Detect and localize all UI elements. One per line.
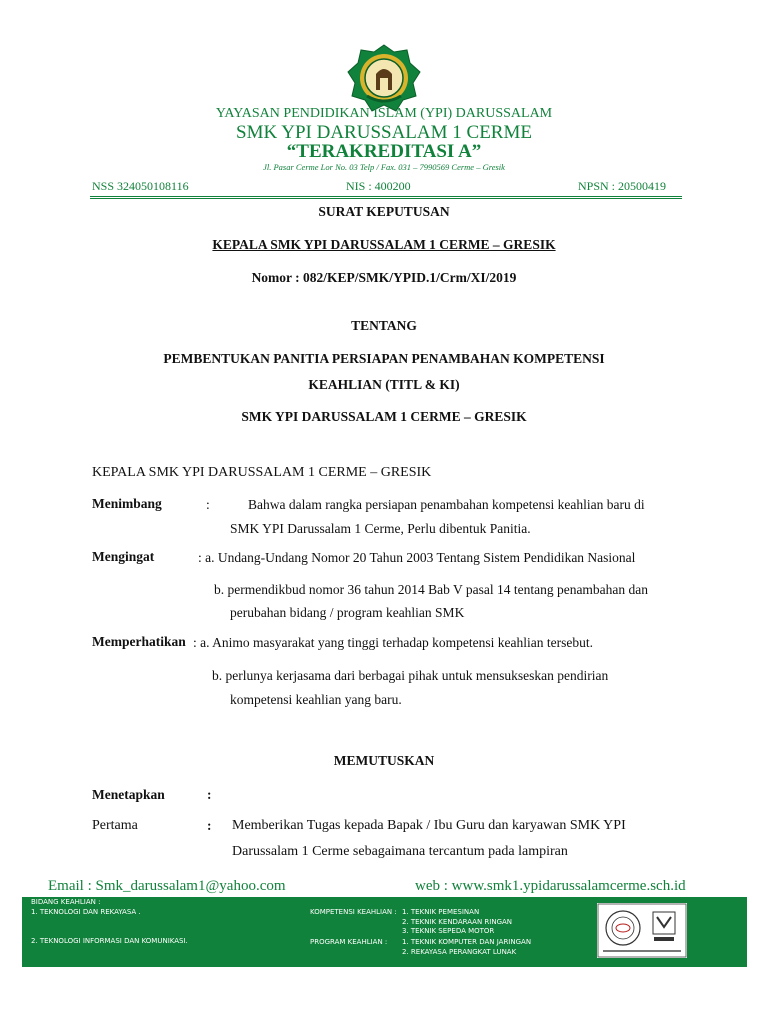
pertama-line-1: Memberikan Tugas kepada Bapak / Ibu Guru dan karyawan SMK YPI (232, 818, 626, 833)
school-email: Email : Smk_darussalam1@yahoo.com (48, 878, 286, 894)
doc-title: SURAT KEPUTUSAN (318, 204, 450, 219)
pertama-label: Pertama (92, 818, 138, 833)
bidang-item-2: 2. TEKNOLOGI INFORMASI DAN KOMUNIKASI. (31, 937, 188, 945)
menetapkan-colon: : (207, 787, 212, 802)
body-heading: KEPALA SMK YPI DARUSSALAM 1 CERME – GRESIK (92, 465, 432, 480)
npsn-number: NPSN : 20500419 (578, 179, 667, 193)
school-name: SMK YPI DARUSSALAM 1 CERME (236, 122, 532, 143)
kompetensi-item-3: 3. TEKNIK SEPEDA MOTOR (402, 927, 495, 935)
subject-line-2: KEAHLIAN (TITL & KI) (308, 377, 460, 392)
memperhatikan-label: Memperhatikan (92, 634, 186, 649)
school-logo (347, 44, 421, 114)
school-website: web : www.smk1.ypidarussalamcerme.sch.id (415, 878, 686, 894)
school-address: Jl. Pasar Cerme Lor No. 03 Telp / Fax. 031 – 7990569 Cerme – Gresik (263, 162, 505, 172)
nss-number: NSS 324050108116 (92, 179, 189, 193)
program-label: PROGRAM KEAHLIAN : (310, 938, 388, 946)
kompetensi-item-1: 1. TEKNIK PEMESINAN (402, 908, 480, 916)
memperhatikan-b-line-2: kompetensi keahlian yang baru. (230, 692, 402, 707)
memperhatikan-a: : a. Animo masyarakat yang tinggi terhadap kompetensi keahlian tersebut. (193, 635, 594, 650)
about-heading: TENTANG (351, 318, 417, 333)
subject-line-1: PEMBENTUKAN PANITIA PERSIAPAN PENAMBAHAN KOMPETENSI (163, 351, 605, 366)
memutuskan-heading: MEMUTUSKAN (333, 753, 435, 768)
memperhatikan-b-line-1: b. perlunya kerjasama dari berbagai pihak untuk mensukseskan pendirian (212, 668, 609, 683)
issuer-title: KEPALA SMK YPI DARUSSALAM 1 CERME – GRESIK (212, 237, 556, 252)
bidang-title: BIDANG KEAHLIAN : (31, 898, 101, 906)
kompetensi-item-2: 2. TEKNIK KENDARAAN RINGAN (402, 918, 513, 926)
menimbang-colon: : (206, 497, 210, 512)
menimbang-line-1: Bahwa dalam rangka persiapan penambahan kompetensi keahlian baru di (248, 497, 645, 512)
footer-bar (22, 897, 747, 967)
program-item-2: 2. REKAYASA PERANGKAT LUNAK (402, 948, 517, 956)
accreditation: “TERAKREDITASI A” (286, 141, 482, 162)
certification-badge (597, 903, 687, 958)
pertama-colon: : (207, 818, 212, 833)
mengingat-label: Mengingat (92, 549, 155, 564)
menetapkan-label: Menetapkan (92, 787, 165, 802)
decree-number: Nomor : 082/KEP/SMK/YPID.1/Crm/XI/2019 (251, 270, 517, 285)
menimbang-line-2: SMK YPI Darussalam 1 Cerme, Perlu dibentuk Panitia. (230, 521, 531, 536)
program-item-1: 1. TEKNIK KOMPUTER DAN JARINGAN (402, 938, 532, 946)
mengingat-b-line-1: b. permendikbud nomor 36 tahun 2014 Bab V pasal 14 tentang penambahan dan (214, 582, 649, 597)
subject-line-3: SMK YPI DARUSSALAM 1 CERME – GRESIK (241, 409, 527, 424)
bidang-item-1: 1. TEKNOLOGI DAN REKAYASA . (31, 908, 141, 916)
iso-certificate-icon (597, 903, 687, 958)
menimbang-label: Menimbang (92, 496, 162, 511)
header-divider (90, 196, 682, 199)
issuer-wrap (0, 237, 768, 253)
pertama-line-2: Darussalam 1 Cerme sebagaimana tercantum pada lampiran (232, 844, 568, 859)
kompetensi-label: KOMPETENSI KEAHLIAN : (310, 908, 397, 916)
foundation-name: YAYASAN PENDIDIKAN ISLAM (YPI) DARUSSALAM (215, 106, 553, 121)
mengingat-a: : a. Undang-Undang Nomor 20 Tahun 2003 Tentang Sistem Pendidikan Nasional (198, 550, 636, 565)
nis-number: NIS : 400200 (346, 179, 411, 193)
mengingat-b-line-2: perubahan bidang / program keahlian SMK (230, 605, 465, 620)
